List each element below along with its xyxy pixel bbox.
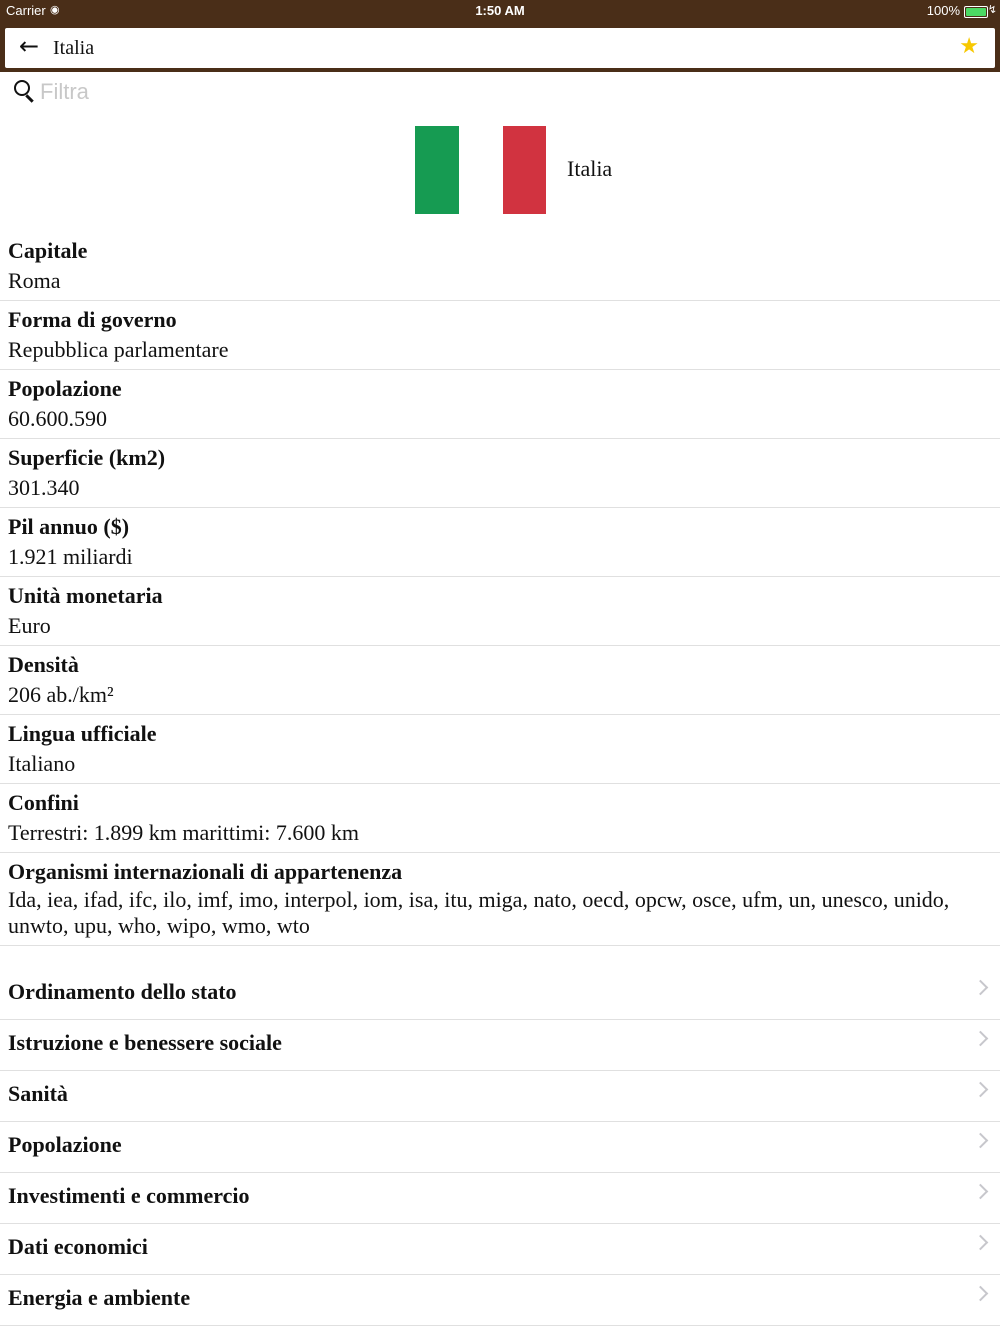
section-label: Energia e ambiente bbox=[8, 1285, 191, 1310]
section-label: Investimenti e commercio bbox=[8, 1183, 250, 1208]
info-label: Densità bbox=[8, 652, 79, 677]
flag-stripe-red bbox=[503, 126, 546, 214]
info-value: Ida, iea, ifad, ifc, ilo, imf, imo, interpol, iom, isa, itu, miga, nato, oecd, opcw, osce, ufm, un, unesco, unido, unwto, upu, who, wipo, wmo, wto bbox=[8, 887, 950, 938]
info-list bbox=[0, 232, 1000, 946]
section-label: Ordinamento dello stato bbox=[8, 979, 237, 1004]
section-item-dati-economici[interactable] bbox=[0, 1224, 1000, 1275]
section-label: Istruzione e benessere sociale bbox=[8, 1030, 282, 1055]
info-value: 301.340 bbox=[8, 475, 80, 500]
section-list bbox=[0, 969, 1000, 1326]
info-row-population bbox=[0, 370, 1000, 439]
section-label: Sanità bbox=[8, 1081, 68, 1106]
status-bar bbox=[0, 0, 1000, 22]
chevron-right-icon bbox=[973, 980, 989, 996]
info-label: Unità monetaria bbox=[8, 583, 163, 608]
info-value: 60.600.590 bbox=[8, 406, 107, 431]
carrier-label: Carrier bbox=[6, 3, 46, 18]
page-title: Italia bbox=[53, 37, 95, 59]
info-label: Pil annuo ($) bbox=[8, 514, 130, 539]
section-label: Popolazione bbox=[8, 1132, 122, 1157]
info-label: Confini bbox=[8, 790, 79, 815]
country-flag bbox=[415, 126, 546, 214]
info-value: Terrestri: 1.899 km marittimi: 7.600 km bbox=[8, 820, 360, 845]
country-name: Italia bbox=[567, 156, 613, 181]
info-label: Superficie (km2) bbox=[8, 445, 166, 470]
section-item-sanita[interactable] bbox=[0, 1071, 1000, 1122]
filter-bar bbox=[0, 72, 1000, 112]
info-label: Forma di governo bbox=[8, 307, 177, 332]
chevron-right-icon bbox=[973, 1184, 989, 1200]
flag-stripe-white bbox=[459, 126, 503, 214]
section-item-istruzione[interactable] bbox=[0, 1020, 1000, 1071]
info-row-area bbox=[0, 439, 1000, 508]
info-label: Lingua ufficiale bbox=[8, 721, 157, 746]
info-value: 206 ab./km² bbox=[8, 682, 114, 707]
header bbox=[5, 28, 995, 68]
info-value: Roma bbox=[8, 268, 61, 293]
info-row-gdp bbox=[0, 508, 1000, 577]
chevron-right-icon bbox=[973, 1286, 989, 1302]
section-item-investimenti[interactable] bbox=[0, 1173, 1000, 1224]
info-label: Capitale bbox=[8, 238, 88, 263]
filter-input[interactable] bbox=[40, 78, 940, 106]
section-item-ordinamento[interactable] bbox=[0, 969, 1000, 1020]
info-value: 1.921 miliardi bbox=[8, 544, 133, 569]
charging-icon: ↯ bbox=[987, 4, 997, 16]
info-value: Italiano bbox=[8, 751, 76, 776]
flag-stripe-green bbox=[415, 126, 459, 214]
info-row-density bbox=[0, 646, 1000, 715]
status-time: 1:50 AM bbox=[475, 3, 525, 18]
wifi-icon: ◉ bbox=[50, 4, 60, 16]
info-value: Repubblica parlamentare bbox=[8, 337, 229, 362]
top-bar bbox=[0, 22, 1000, 72]
chevron-right-icon bbox=[973, 1031, 989, 1047]
chevron-right-icon bbox=[973, 1082, 989, 1098]
info-row-language bbox=[0, 715, 1000, 784]
search-icon bbox=[14, 80, 30, 96]
battery-icon bbox=[964, 6, 988, 18]
info-row-government bbox=[0, 301, 1000, 370]
info-row-organizations bbox=[0, 853, 1000, 946]
battery-percent: 100% bbox=[926, 3, 960, 18]
favorite-star-icon[interactable]: ★ bbox=[959, 34, 979, 59]
chevron-right-icon bbox=[973, 1133, 989, 1149]
info-label: Popolazione bbox=[8, 376, 122, 401]
section-item-popolazione[interactable] bbox=[0, 1122, 1000, 1173]
info-label: Organismi internazionali di appartenenza bbox=[8, 859, 403, 884]
section-item-energia[interactable] bbox=[0, 1275, 1000, 1326]
back-arrow-icon[interactable]: ← bbox=[19, 32, 40, 60]
chevron-right-icon bbox=[973, 1235, 989, 1251]
info-row-capital bbox=[0, 232, 1000, 301]
info-value: Euro bbox=[8, 613, 51, 638]
info-row-borders bbox=[0, 784, 1000, 853]
section-label: Dati economici bbox=[8, 1234, 148, 1259]
info-row-currency bbox=[0, 577, 1000, 646]
